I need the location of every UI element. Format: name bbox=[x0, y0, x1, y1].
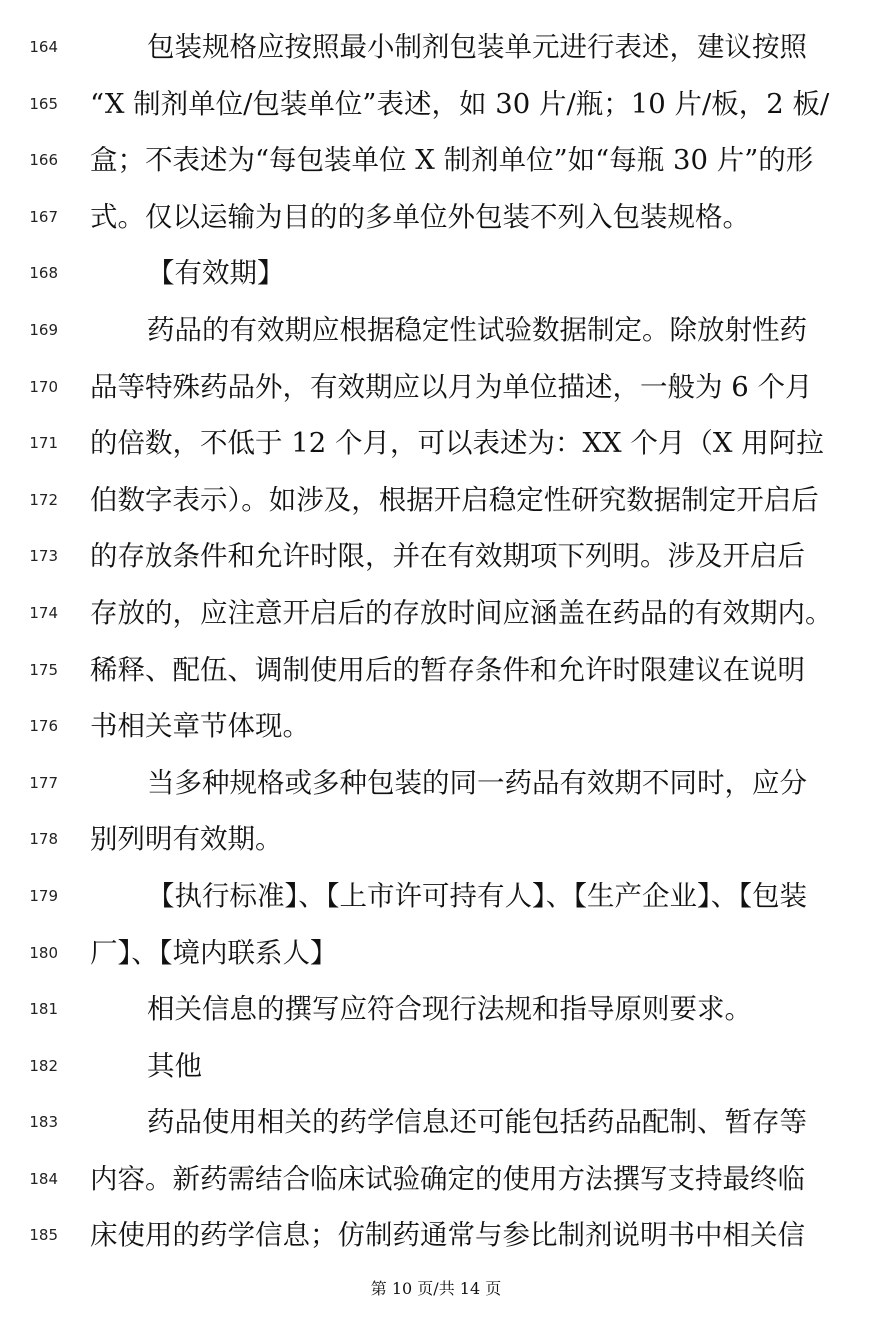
document-line bbox=[0, 76, 872, 133]
line-number: 182 bbox=[29, 1056, 58, 1075]
document-line bbox=[0, 245, 872, 302]
line-number: 167 bbox=[29, 207, 58, 226]
document-line bbox=[0, 132, 872, 189]
line-number: 184 bbox=[29, 1169, 58, 1188]
line-text: 【有效期】 bbox=[147, 257, 285, 290]
document-line bbox=[0, 698, 872, 755]
line-number: 164 bbox=[29, 38, 58, 56]
line-text: 存放的，应注意开启后的存放时间应涵盖在药品的有效期内。 bbox=[90, 596, 833, 629]
line-number: 179 bbox=[29, 886, 58, 905]
line-number: 176 bbox=[29, 717, 58, 736]
line-number: 168 bbox=[29, 264, 58, 283]
document-line bbox=[0, 1038, 872, 1095]
document-line bbox=[0, 755, 872, 812]
line-number: 178 bbox=[29, 830, 58, 849]
line-text: 包装规格应按照最小制剂包装单元进行表述，建议按照 bbox=[147, 31, 807, 63]
document-line bbox=[0, 359, 872, 416]
line-text: 品等特殊药品外，有效期应以月为单位描述，一般为 6 个月 bbox=[90, 370, 813, 403]
line-number: 180 bbox=[29, 943, 58, 962]
page-footer: 第 10 页/共 14 页 bbox=[370, 1279, 502, 1298]
line-number: 169 bbox=[29, 320, 58, 339]
line-text: 的存放条件和允许时限，并在有效期项下列明。涉及开启后 bbox=[90, 540, 805, 573]
document-line bbox=[0, 1207, 872, 1264]
line-number: 185 bbox=[29, 1226, 58, 1245]
line-number: 173 bbox=[29, 547, 58, 566]
line-text: 【执行标准】、【上市许可持有人】、【生产企业】、【包装 bbox=[147, 879, 807, 912]
line-number: 172 bbox=[29, 490, 58, 509]
line-text: 当多种规格或多种包装的同一药品有效期不同时，应分 bbox=[147, 766, 807, 799]
line-text: 床使用的药学信息；仿制药通常与参比制剂说明书中相关信 bbox=[90, 1219, 805, 1252]
line-number: 171 bbox=[29, 434, 58, 453]
line-number: 175 bbox=[29, 660, 58, 679]
document-line bbox=[0, 981, 872, 1038]
document-line bbox=[0, 415, 872, 472]
line-text: 书相关章节体现。 bbox=[90, 710, 310, 743]
line-text: 别列明有效期。 bbox=[90, 823, 283, 856]
line-number: 174 bbox=[29, 603, 58, 622]
document-line bbox=[0, 302, 872, 359]
document-line bbox=[0, 642, 872, 699]
document-line bbox=[0, 1094, 872, 1151]
line-number: 166 bbox=[29, 151, 58, 170]
line-number: 170 bbox=[29, 377, 58, 396]
line-text: 药品的有效期应根据稳定性试验数据制定。除放射性药 bbox=[147, 313, 807, 346]
line-number: 181 bbox=[29, 1000, 58, 1019]
document-line bbox=[0, 1151, 872, 1208]
document-line bbox=[0, 868, 872, 925]
line-text: 稀释、配伍、调制使用后的暂存条件和允许时限建议在说明 bbox=[90, 653, 805, 686]
document-line bbox=[0, 189, 872, 246]
line-text: 伯数字表示）。如涉及，根据开启稳定性研究数据制定开启后 bbox=[90, 483, 819, 516]
line-number: 165 bbox=[29, 94, 58, 113]
document-line bbox=[0, 472, 872, 529]
line-text: 药品使用相关的药学信息还可能包括药品配制、暂存等 bbox=[147, 1106, 807, 1139]
line-text: 相关信息的撰写应符合现行法规和指导原则要求。 bbox=[147, 993, 752, 1026]
line-number: 183 bbox=[29, 1113, 58, 1132]
line-text: 的倍数，不低于 12 个月，可以表述为：XX 个月（X 用阿拉 bbox=[90, 427, 824, 460]
document-body bbox=[0, 19, 872, 1264]
document-line bbox=[0, 925, 872, 982]
line-text: 厂】、【境内联系人】 bbox=[90, 936, 338, 969]
line-text: “X 制剂单位/包装单位”表述，如 30 片/瓶；10 片/板，2 板/ bbox=[90, 87, 830, 120]
document-line bbox=[0, 528, 872, 585]
document-line bbox=[0, 19, 872, 76]
document-line bbox=[0, 811, 872, 868]
document-line bbox=[0, 585, 872, 642]
line-text: 其他 bbox=[147, 1049, 202, 1082]
line-text: 式。仅以运输为目的的多单位外包装不列入包装规格。 bbox=[90, 200, 750, 233]
line-number: 177 bbox=[29, 773, 58, 792]
line-text: 内容。新药需结合临床试验确定的使用方法撰写支持最终临 bbox=[90, 1162, 805, 1195]
line-text: 盒；不表述为“每包装单位 X 制剂单位”如“每瓶 30 片”的形 bbox=[90, 144, 814, 177]
